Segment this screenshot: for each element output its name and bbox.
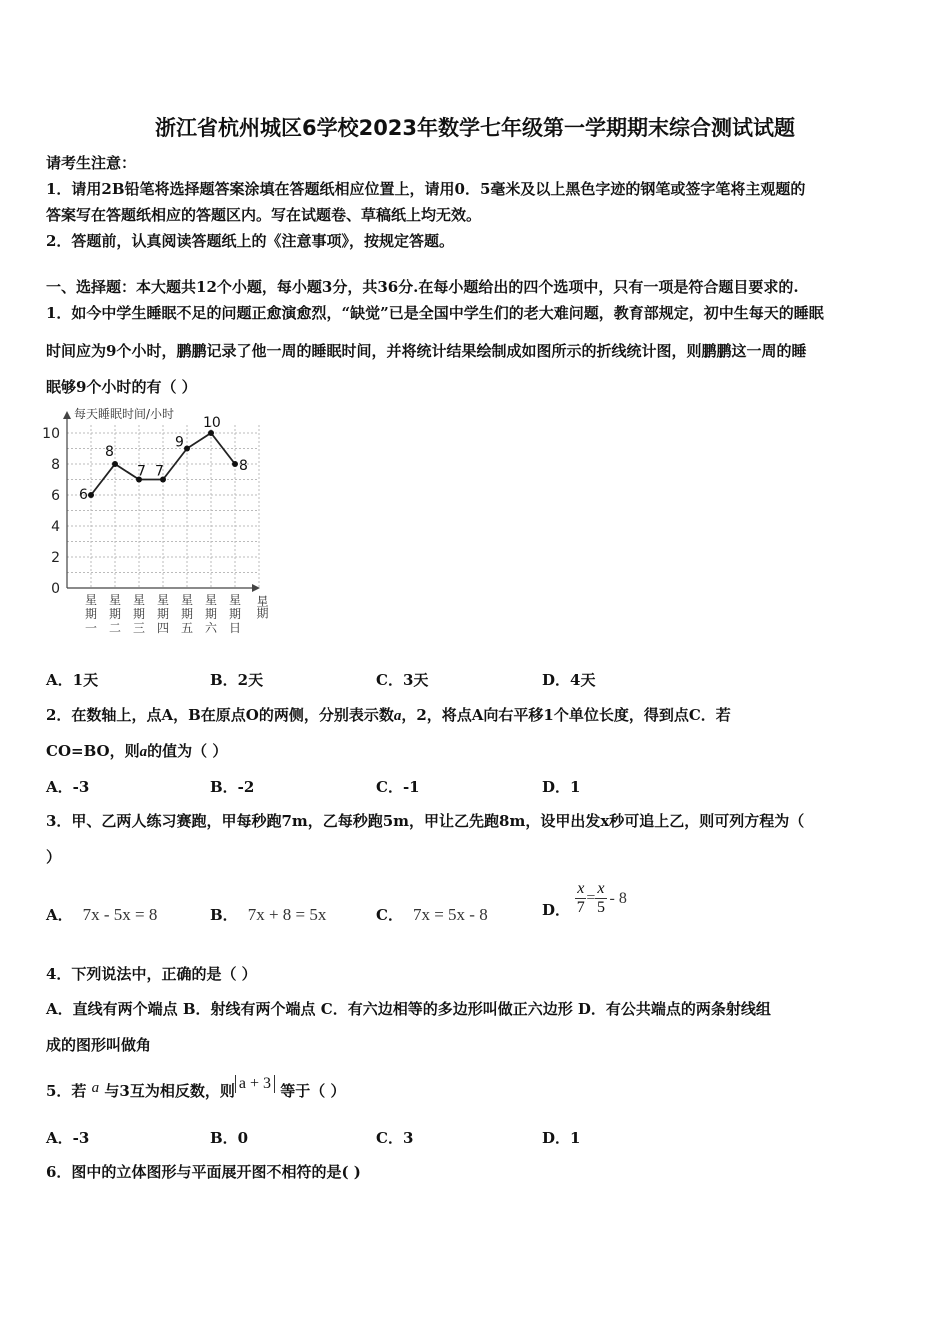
- q3-option-c[interactable]: C． 7x = 5x - 8: [376, 905, 488, 924]
- q2-option-c[interactable]: C．-1: [376, 778, 420, 796]
- q5-abs-expr: a + 3: [235, 1075, 275, 1093]
- q3-option-d[interactable]: D． $\frac{x}{7}$ = $\frac{x}{5}$ - 8: [542, 880, 627, 919]
- q5-option-a[interactable]: A．-3: [46, 1129, 90, 1147]
- data-label: 7: [155, 463, 164, 480]
- notice-line-3: 2．答题前，认真阅读答题纸上的《注意事项》，按规定答题。: [46, 232, 454, 250]
- q2-option-a[interactable]: A．-3: [46, 778, 90, 796]
- data-label: 8: [239, 458, 248, 474]
- x-tick-label: 星期六: [205, 593, 218, 635]
- x-tick-label: 星期五: [181, 593, 194, 635]
- x-axis-label: 星期: [255, 595, 269, 619]
- q3-option-a[interactable]: A． 7x - 5x = 8: [46, 905, 158, 924]
- q1-line-1: 1．如今中学生睡眠不足的问题正愈演愈烈，“缺觉”已是全国中学生们的老大难问题，教育部规定，初中生每天的睡眠: [46, 304, 824, 322]
- notice-heading: 请考生注意：: [46, 154, 137, 172]
- data-point: [112, 461, 118, 467]
- notice-line-2: 答案写在答题纸相应的答题区内。写在试题卷、草稿纸上均无效。: [46, 206, 482, 224]
- q5-option-c[interactable]: C．3: [376, 1129, 414, 1147]
- section-heading: 一、选择题：本大题共12个小题，每小题3分，共36分.在每小题给出的四个选项中，只有一项是符合题目要求的.: [46, 278, 799, 296]
- q3-d-frac-1: $\frac{x}{7}$: [576, 880, 585, 916]
- q5-option-b[interactable]: B．0: [210, 1129, 249, 1147]
- q1-line-2: 时间应为9个小时，鹏鹏记录了他一周的睡眠时间，并将统计结果绘制成如图所示的折线统计图，则鹏鹏这一周的睡: [46, 342, 807, 360]
- data-label: 9: [175, 434, 184, 451]
- q2-line-2: CO=BO，则a的值为（ ）: [46, 742, 228, 760]
- x-tick-label: 星期一: [85, 593, 98, 635]
- q1-option-d[interactable]: D．4天: [542, 671, 596, 689]
- q6-line-1: 6．图中的立体图形与平面展开图不相符的是( ): [46, 1163, 361, 1181]
- q3-d-frac-2: $\frac{x}{5}$: [596, 880, 605, 916]
- chart-title: 每天睡眠时间/小时: [74, 407, 175, 421]
- data-point: [88, 492, 94, 498]
- q2-line-1: 2．在数轴上，点A，B在原点O的两侧，分别表示数a，2，将点A向右平移1个单位长度，得到点C．若: [46, 706, 731, 724]
- q2-option-d[interactable]: D．1: [542, 778, 581, 796]
- q4-options-line-2: 成的图形叫做角: [46, 1036, 152, 1054]
- q3-line-2: ）: [46, 848, 62, 866]
- data-label: 8: [105, 444, 114, 460]
- y-tick-label: 10: [42, 426, 60, 442]
- y-tick-label: 6: [51, 488, 60, 504]
- data-point: [184, 446, 190, 452]
- data-label: 7: [137, 463, 146, 480]
- q4-line-1: 4．下列说法中，正确的是（ ）: [46, 965, 257, 983]
- y-tick-label: 4: [51, 519, 60, 535]
- data-label: 10: [203, 415, 221, 431]
- q3-line-1: 3．甲、乙两人练习赛跑，甲每秒跑7m，乙每秒跑5m，甲让乙先跑8m，设甲出发x秒可追上乙，则可列方程为（: [46, 812, 805, 830]
- q3-option-b[interactable]: B． 7x + 8 = 5x: [210, 905, 327, 924]
- q2-var-a: a: [393, 708, 402, 724]
- data-label: 6: [79, 487, 88, 503]
- y-tick-label: 0: [51, 581, 60, 597]
- page-title: 浙江省杭州城区6学校2023年数学七年级第一学期期末综合测试试题: [154, 116, 796, 140]
- x-tick-label: 星期日: [229, 593, 242, 635]
- x-tick-label: 星期三: [133, 593, 146, 635]
- q5-line-1: 5．若 a 与3互为相反数，则 a + 3 等于（ ）: [46, 1075, 346, 1100]
- y-axis-arrow: [63, 411, 71, 419]
- x-tick-label: 星期二: [109, 593, 122, 635]
- data-point: [232, 461, 238, 467]
- q1-option-b[interactable]: B．2天: [210, 671, 264, 689]
- q1-option-c[interactable]: C．3天: [376, 671, 429, 689]
- y-tick-label: 8: [51, 457, 60, 473]
- y-tick-label: 2: [51, 550, 60, 566]
- q1-line-3: 眠够9个小时的有（ ）: [46, 378, 197, 396]
- notice-line-1: 1．请用2B铅笔将选择题答案涂填在答题纸相应位置上，请用0．5毫米及以上黑色字迹的钢笔或签字笔将主观题的: [46, 180, 806, 198]
- q5-option-d[interactable]: D．1: [542, 1129, 581, 1147]
- q2-option-b[interactable]: B．-2: [210, 778, 255, 796]
- x-tick-label: 星期四: [157, 593, 170, 635]
- q1-option-a[interactable]: A．1天: [46, 671, 99, 689]
- sleep-line-chart: [40, 405, 280, 640]
- q4-options-line[interactable]: A．直线有两个端点 B．射线有两个端点 C．有六边相等的多边形叫做正六边形 D．有公共端点的两条射线组: [46, 1000, 771, 1018]
- q2-var-a-2: a: [139, 744, 148, 760]
- chart-grid: [67, 425, 259, 588]
